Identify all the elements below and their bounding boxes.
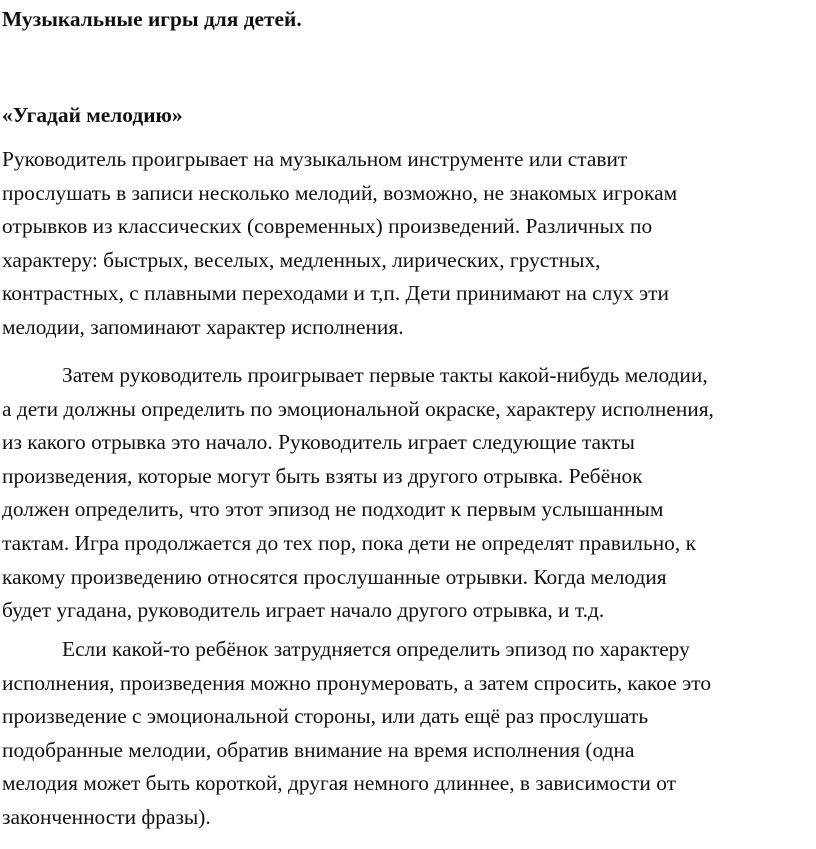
paragraph-rules (0, 359, 816, 628)
paragraph-hints (0, 633, 816, 835)
text-line: мелодии, запоминают характер исполнения. (2, 314, 404, 339)
text-line: Затем руководитель проигрывает первые такты какой-нибудь мелодии, (62, 363, 708, 387)
text-line: характеру: быстрых, веселых, медленных, лирических, грустных, (2, 247, 601, 272)
text-line: отрывков из классических (современных) произведений. Различных по (2, 214, 653, 239)
text-line: произведения, которые могут быть взяты из другого отрывка. Ребёнок (2, 463, 643, 488)
text-line: Руководитель проигрывает на музыкальном инструменте или ставит (2, 147, 628, 171)
text-line: исполнения, произведения можно пронумеровать, а затем спросить, какое это (2, 670, 712, 695)
paragraph-intro (0, 143, 816, 345)
text-line: прослушать в записи несколько мелодий, возможно, не знакомых игрокам (2, 180, 678, 205)
document-title: Музыкальные игры для детей. (2, 7, 302, 31)
text-line: Если какой-то ребёнок затрудняется определить эпизод по характеру (62, 637, 690, 661)
text-line: законченности фразы). (2, 804, 211, 829)
text-line: подобранные мелодии, обратив внимание на время исполнения (одна (2, 737, 635, 762)
text-line: тактам. Игра продолжается до тех пор, пока дети не определят правильно, к (2, 530, 696, 555)
text-line: произведение с эмоциональной стороны, или дать ещё раз прослушать (2, 704, 649, 729)
text-line: какому произведению относятся прослушанные отрывки. Когда мелодия (2, 564, 667, 589)
game-title: «Угадай мелодию» (2, 103, 183, 127)
text-line: из какого отрывка это начало. Руководитель играет следующие такты (2, 430, 635, 455)
text-line: а дети должны определить по эмоциональной окраске, характеру исполнения, (2, 396, 714, 421)
text-line: должен определить, что этот эпизод не подходит к первым услышанным (2, 497, 664, 522)
text-line: контрастных, с плавными переходами и т,п. Дети принимают на слух эти (2, 281, 669, 306)
text-line: мелодия может быть короткой, другая немного длиннее, в зависимости от (2, 771, 676, 796)
text-line: будет угадана, руководитель играет начало другого отрывка, и т.д. (2, 598, 605, 623)
